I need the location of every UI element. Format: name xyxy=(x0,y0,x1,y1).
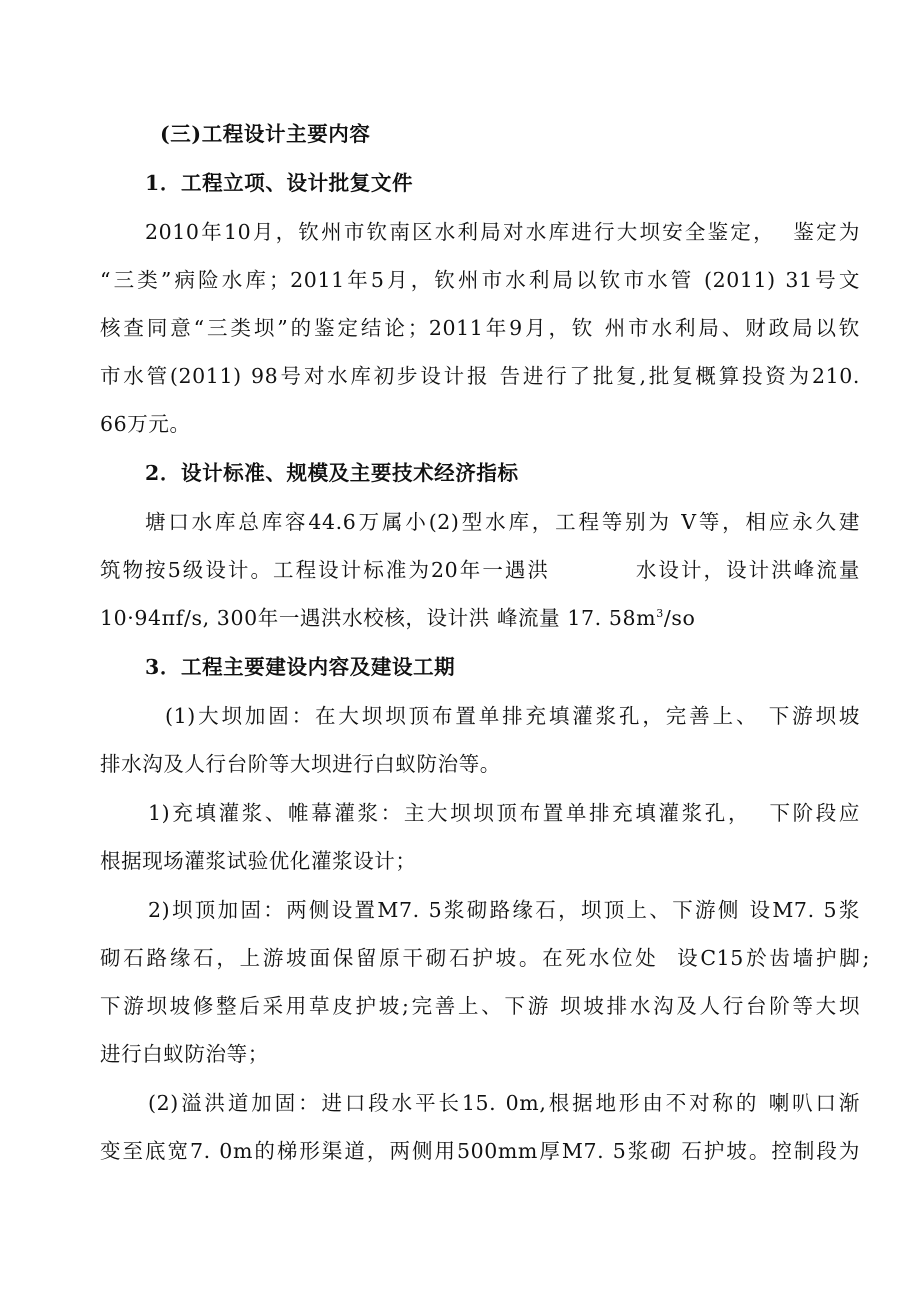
paragraph-line: 核查同意“三类坝”的鉴定结论；2011年9月，钦 州市水利局、财政局以钦 xyxy=(100,316,860,340)
paragraph-line: 66万元。 xyxy=(100,412,191,436)
paragraph-line: 市水管(2011) 98号对水库初步设计报 告进行了批复,批复概算投资为210. xyxy=(100,364,860,388)
paragraph-line: 砌石路缘石，上游坡面保留原干砌石护坡。在死水位处 设C15於齿墙护脚; xyxy=(100,946,870,970)
flow-unit-text: /so xyxy=(663,606,696,630)
paragraph-line: 筑物按5级设计。工程设计标准为20年一遇洪 水设计，设计洪峰流量 xyxy=(100,558,860,582)
subheading-design-standards: 2．设计标准、规模及主要技术经济指标 xyxy=(145,461,519,485)
paragraph-line: (1)大坝加固：在大坝坝顶布置单排充填灌浆孔，完善上、 下游坝坡 xyxy=(165,704,860,728)
paragraph-line: 塘口水库总库容44.6万属小(2)型水库，工程等别为 V等，相应永久建 xyxy=(145,510,860,534)
paragraph-line: 进行白蚁防治等； xyxy=(100,1042,269,1066)
paragraph-line: 下游坝坡修整后采用草皮护坡;完善上、下游 坝坡排水沟及人行台阶等大坝 xyxy=(100,994,860,1018)
paragraph-line: 排水沟及人行台阶等大坝进行白蚁防治等。 xyxy=(100,752,501,776)
paragraph-line: 2)坝顶加固：两侧设置M7. 5浆砌路缘石，坝顶上、下游侧 设M7. 5浆 xyxy=(148,898,860,922)
paragraph-line: “三类”病险水库；2011年5月，钦州市水利局以钦市水管 (2011) 31号文 xyxy=(100,268,860,292)
paragraph-line: 2010年10月，钦州市钦南区水利局对水库进行大坝安全鉴定， 鉴定为 xyxy=(145,220,860,244)
paragraph-line: 变至底宽7. 0m的梯形渠道，两侧用500mm厚M7. 5浆砌 石护坡。控制段为 xyxy=(100,1139,860,1163)
paragraph-line: (2)溢洪道加固：进口段水平长15. 0m,根据地形由不对称的 喇叭口渐 xyxy=(148,1091,860,1115)
paragraph-line: 根据现场灌浆试验优化灌浆设计； xyxy=(100,849,417,873)
flow-text: 10·94πf/s, 300年一遇洪水校核，设计洪 峰流量 17. 58m xyxy=(100,606,657,630)
superscript-exponent: 3 xyxy=(656,607,664,621)
paragraph-line xyxy=(100,603,800,633)
section-heading: (三)工程设计主要内容 xyxy=(160,122,371,146)
subheading-construction-content: 3．工程主要建设内容及建设工期 xyxy=(145,655,456,679)
subheading-approval-documents: 1．工程立项、设计批复文件 xyxy=(145,171,414,195)
paragraph-line: 1)充填灌浆、帷幕灌浆：主大坝坝顶布置单排充填灌浆孔， 下阶段应 xyxy=(148,801,860,825)
